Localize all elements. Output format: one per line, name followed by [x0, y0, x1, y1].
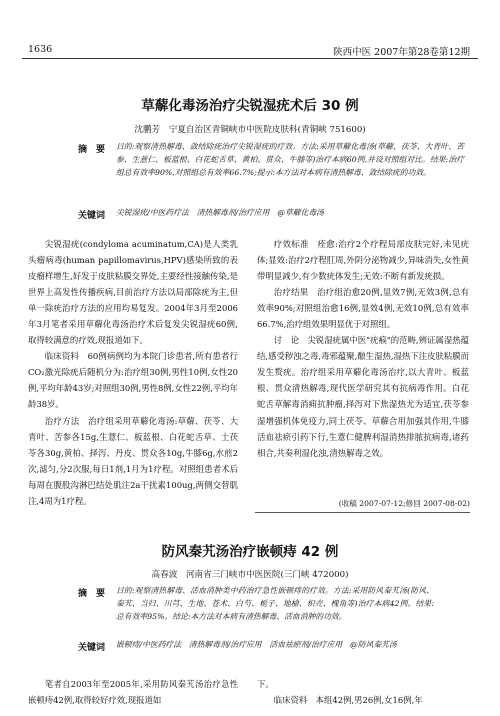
article1-left-column — [28, 236, 238, 509]
article2-clinical-data: 临床资料 本组42例,男26例,女16例,年 — [273, 695, 423, 706]
article-divider — [255, 512, 470, 513]
article1-keywords: 尖锐湿疣/中医药疗法 清热解毒剂/治疗应用 @草薢化毒汤 — [116, 208, 324, 217]
article1-abstract-label: 摘 要 — [78, 145, 106, 155]
article2-keywords-label: 关键词 — [78, 643, 106, 653]
article2-abstract: 目的:观察清热解毒、活血消肿类中药治疗急性嵌顿痔的疗效。方法:采用防风秦艽汤(防风、秦艽、当归、川芎、生地、苍术、白芍、栀子、地榆、枳壳、槐角等)治疗本病42例。结果:总有效率95%。结论:本方法对本病有清热解毒、活血消肿的功效。 — [116, 586, 434, 622]
header-rule — [22, 58, 478, 59]
article2-right-column — [257, 676, 469, 708]
journal-header: 陕西中医 2007年第28卷第12期 — [333, 47, 470, 58]
page-number: 1636 — [28, 44, 53, 55]
article1-abstract: 目的:观察清热解毒、敛结除疣治疗尖锐湿疣的疗效。方法:采用草薢化毒汤(草薢、茯苓、大青叶、苦参、生薏仁、板蓝根、白花蛇舌草、黄柏、贯众、牛膝等)治疗本病60例,并设对照组对比。结果:治疗组总有效率90%,对照组总有效率66.7%;提示:本方法对本病有清热解毒、敛结除疣的功效。 — [116, 142, 464, 178]
article2-title: 防风秦艽汤治疗嵌顿痔 42 例 — [161, 544, 339, 560]
article2-abstract-label: 摘 要 — [78, 589, 106, 599]
article1-title: 草薢化毒汤治疗尖锐湿疣术后 30 例 — [141, 98, 359, 114]
article2-author: 高春波 河南省三门峡市中医医院(三门峡 472000) — [151, 570, 349, 580]
article2-keywords: 嵌顿痔/中医药疗法 清热解毒剂/治疗应用 活血祛瘀剂/治疗应用 @防风秦艽汤 — [116, 640, 397, 649]
article1-received: (收稿 2007-07-12;修回 2007-08-02) — [338, 499, 470, 508]
article1-clinical-data: 临床资料 60例病例均为本院门诊患者,所有患者行CO₂激光除疣后随机分为:治疗组30例,男性10例,女性20例,平均年龄43岁;对照组30例,男性8例,女性22例,平均年龄38岁。 — [28, 351, 238, 410]
article2-intro: 笔者自2003年至2005年,采用防风秦艽汤治疗急性嵌顿痔42例,取得较好疗效,现报道如 — [28, 679, 238, 706]
article1-keywords-label: 关键词 — [78, 211, 106, 221]
article1-author: 沈鹏芳 宁夏自治区青铜峡市中医院皮肤科(青铜峡 751600) — [134, 125, 366, 135]
article1-criteria: 疗效标准 痊愈:治疗2个疗程局部皮肤完好,未见疣体;显效:治疗2疗程肛周,外阴分泌物减少,异味消失,女性黄带明显减少,有少数疣体发生;无效:不断有新发疣损。 — [257, 239, 469, 282]
article1-discussion: 讨 论 尖锐湿疣属中医"疣瘊"的范畴,辨证属湿热蕴结,感受秽浊之毒,毒邪蕴聚,酿生湿热,湿热下注皮肤粘膜而发生赘疣。治疗组采用草薢化毒汤治疗,以大青叶、板蓝根、贯众清热解毒,现代医学研究其有抗病毒作用。白花蛇舌草解毒消痈抗肿瘤,择泻对下焦湿热尤为适宜,茯苓参湿增强机体免疫力,同土茯苓、草薢合用加强其作用,牛膝活血祛瘀引药下行,生薏仁健脾利湿消热排脓抗病毒,诸药相合,共奏利湿化浊,清热解毒之效。 — [257, 335, 469, 458]
article2-left-column — [28, 676, 238, 708]
article1-results: 治疗结果 治疗组治愈20例,显效7例,无效3例,总有效率90%;对照组治愈16例,显效4例,无效10例,总有效率66.7%,治疗组效果明显优于对照组。 — [257, 287, 469, 330]
article2-intro-tail: 下。 — [257, 679, 274, 689]
article1-intro: 尖锐湿疣(condyloma acuminatum,CA)是人类乳头瘤病毒(human papillomavirus,HPV)感染所致的表皮瘤样增生,好发于皮肤粘膜交界处,主要经性接触传染,是世界上高发性传播疾病,目前治疗方法以局部除疣为主,但单一除疣治疗方法的应用均易复发。2004年3月至2006年3月笔者采用草薢化毒汤治疗术后复发尖锐湿疣60例,取得较满意的疗效,现报道如下。 — [28, 239, 238, 346]
article1-right-column — [257, 236, 469, 461]
article1-treatment: 治疗方法 治疗组采用草薢化毒汤:草薢、茯苓、大青叶、苦参各15g,生薏仁、板蓝根、白花蛇舌草、土茯苓各30g,黄柏、择泻、丹皮、贯众各10g,牛膝6g,水煎2次,滤匀,分2次服,每日1剂,1月为1疗程。对照组患者术后每周在腹股沟淋巴结处肌注2a干扰素100ug,两侧交替肌注,4周为1疗程。 — [28, 415, 238, 506]
